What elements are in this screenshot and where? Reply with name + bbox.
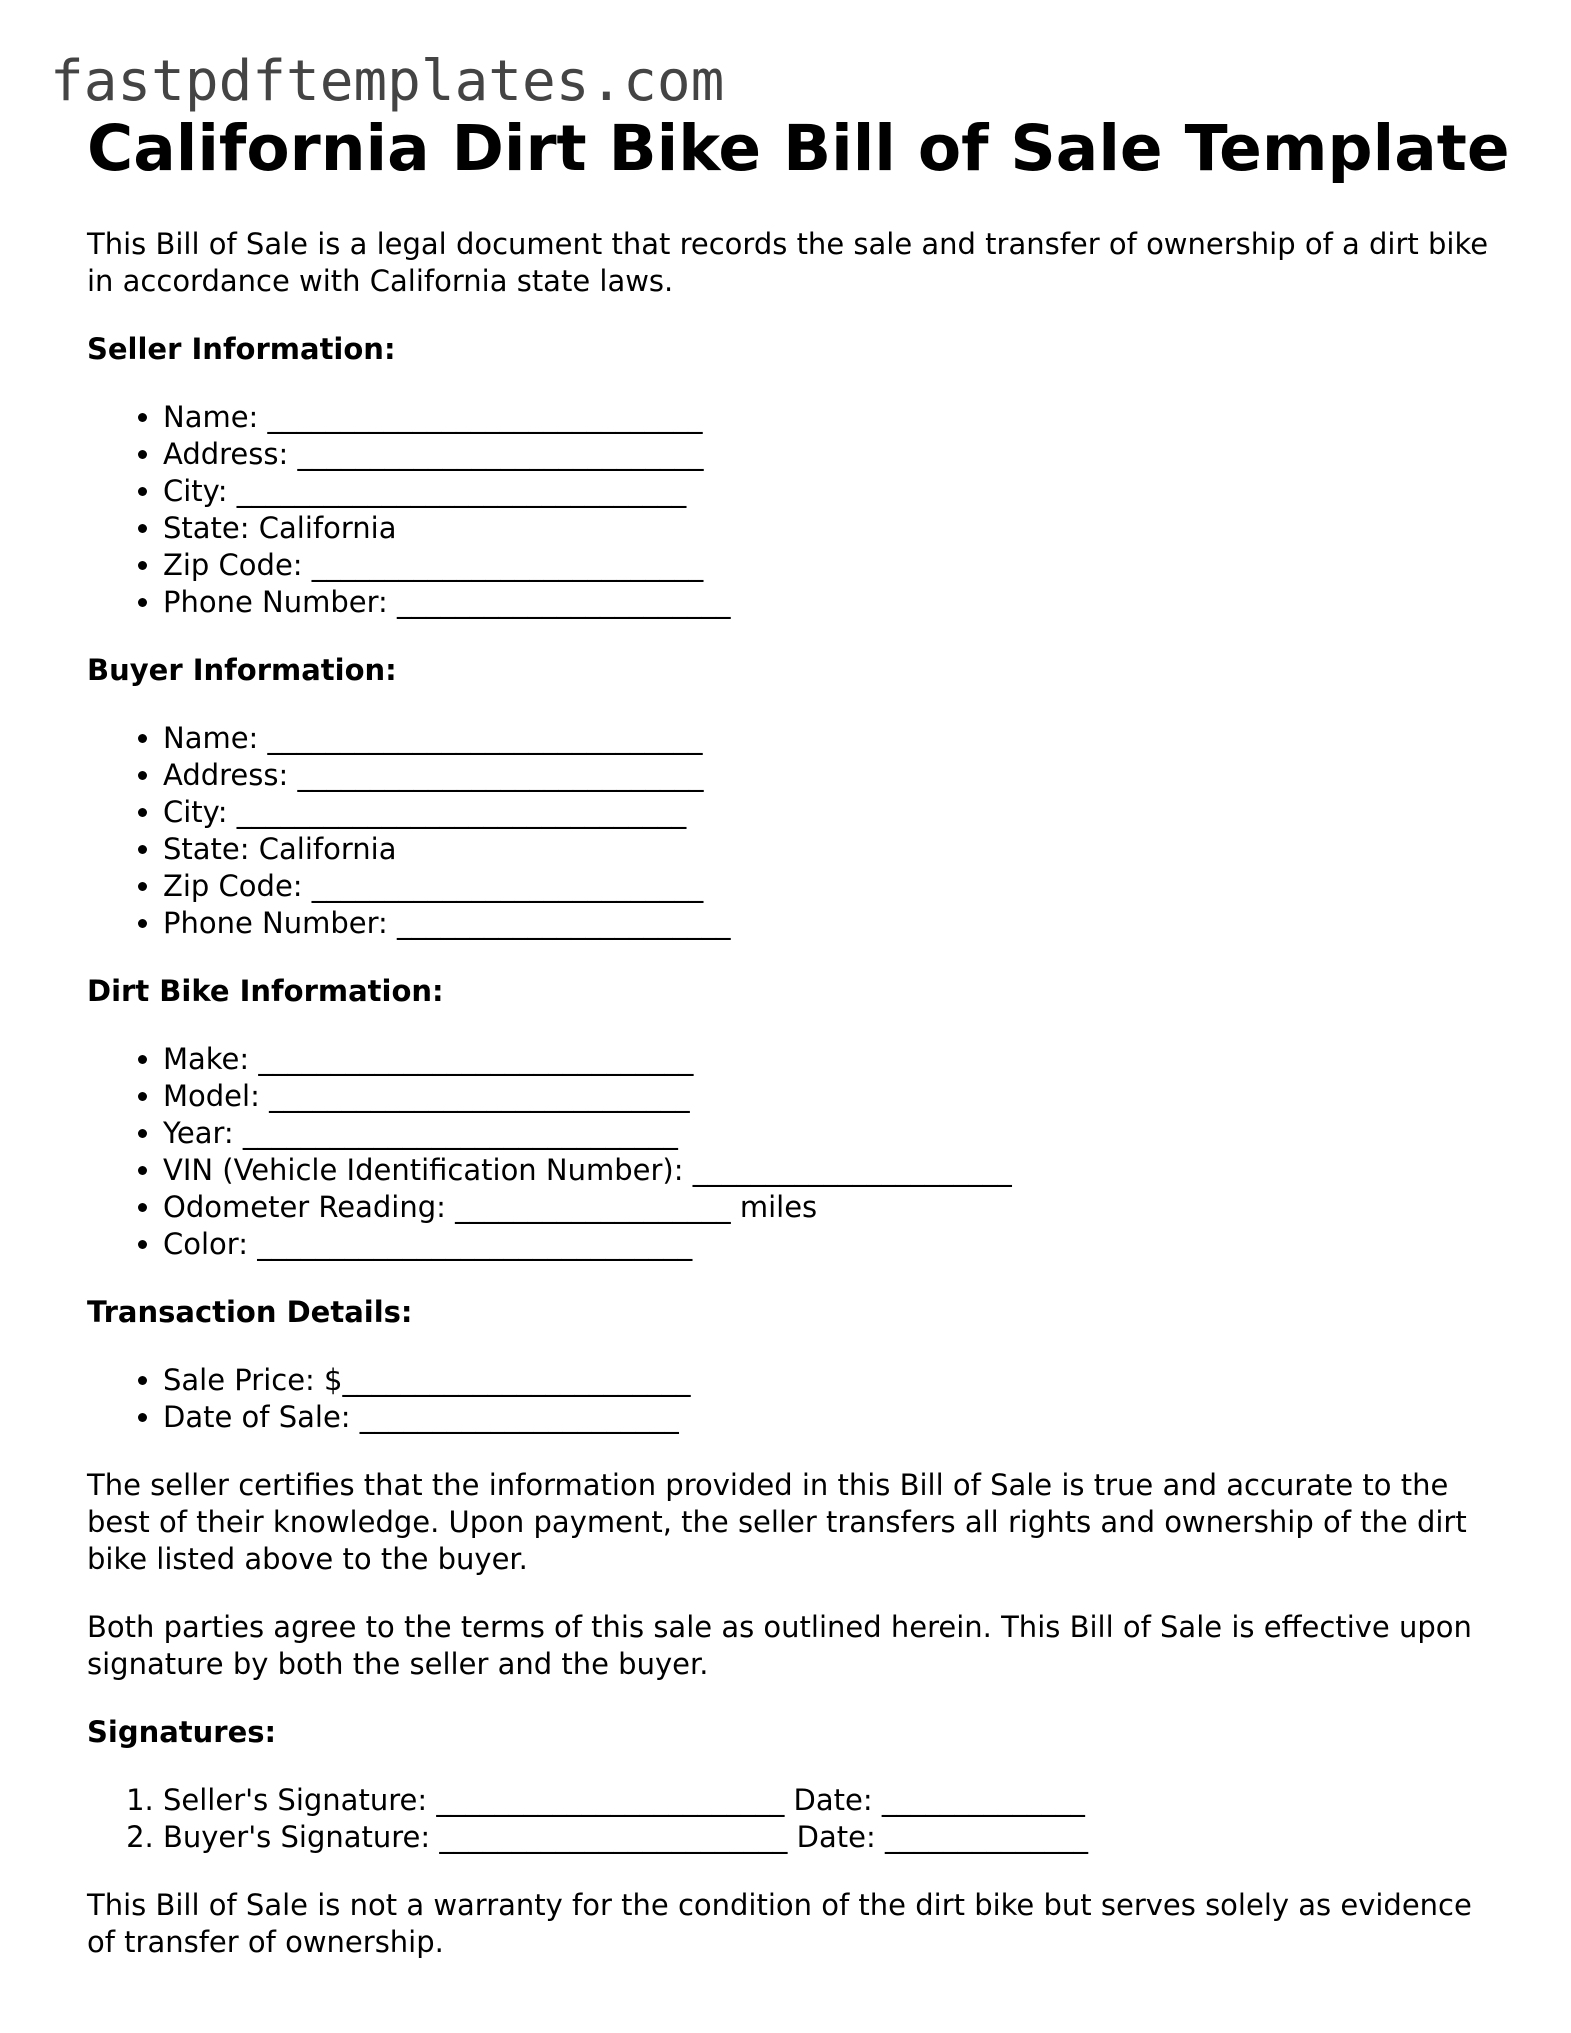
transaction-heading: Transaction Details: — [87, 1295, 413, 1329]
sale-date-blank[interactable]: ______________________ — [359, 1400, 679, 1434]
seller-signature-date-line[interactable]: ______________ — [881, 1783, 1085, 1817]
odometer-unit: miles — [739, 1190, 818, 1224]
document-body — [87, 112, 1510, 1992]
field-label: Model: — [163, 1079, 260, 1113]
field-label: Odometer Reading: — [163, 1190, 446, 1224]
buyer-address-field — [163, 757, 1497, 794]
seller-zip-field — [163, 547, 1497, 584]
bike-odometer-blank[interactable]: ___________________ — [455, 1190, 731, 1224]
field-label: City: — [163, 795, 228, 829]
bike-heading: Dirt Bike Information: — [87, 974, 444, 1008]
disclaimer-paragraph: This Bill of Sale is not a warranty for the condition of the dirt bike but serves solely as evidence of transfer of ownership. — [87, 1888, 1472, 1959]
buyer-address-blank[interactable]: ____________________________ — [297, 758, 704, 792]
bike-color-blank[interactable]: ______________________________ — [257, 1227, 693, 1261]
bike-odometer-field — [163, 1189, 1497, 1226]
bike-vin-field — [163, 1152, 1497, 1189]
field-label: State: — [163, 832, 250, 866]
seller-heading: Seller Information: — [87, 332, 396, 366]
field-label: Name: — [163, 400, 259, 434]
field-label: Address: — [163, 758, 289, 792]
buyer-signature-date-line[interactable]: ______________ — [884, 1820, 1088, 1854]
field-label: Address: — [163, 437, 289, 471]
seller-state-field — [163, 510, 1497, 547]
field-label: Name: — [163, 721, 259, 755]
watermark: fastpdftemplates.com — [50, 49, 725, 114]
bike-year-blank[interactable]: ______________________________ — [242, 1116, 678, 1150]
buyer-name-field — [163, 720, 1497, 757]
seller-city-field — [163, 473, 1497, 510]
bike-color-field — [163, 1226, 1497, 1263]
bike-make-field — [163, 1041, 1497, 1078]
transaction-fields — [87, 1362, 1497, 1436]
field-label: VIN (Vehicle Identification Number): — [163, 1153, 684, 1187]
field-label: State: — [163, 511, 250, 545]
page-title: California Dirt Bike Bill of Sale Template — [87, 112, 1510, 185]
buyer-state-value: California — [258, 832, 397, 866]
sale-date-field — [163, 1399, 1497, 1436]
bike-fields — [87, 1041, 1497, 1263]
seller-name-blank[interactable]: ______________________________ — [267, 400, 703, 434]
bike-model-field — [163, 1078, 1497, 1115]
field-label: Sale Price: $ — [163, 1363, 343, 1397]
field-label: Date: — [793, 1783, 873, 1817]
field-label: Buyer's Signature: — [163, 1820, 431, 1854]
seller-address-blank[interactable]: ____________________________ — [297, 437, 704, 471]
field-label: Zip Code: — [163, 869, 303, 903]
intro-paragraph: This Bill of Sale is a legal document that records the sale and transfer of ownership of a dirt bike in accordance with California state laws. — [87, 227, 1489, 298]
seller-phone-field — [163, 584, 1497, 621]
buyer-phone-blank[interactable]: _______________________ — [397, 906, 731, 940]
field-label: Make: — [163, 1042, 250, 1076]
buyer-city-blank[interactable]: _______________________________ — [236, 795, 687, 829]
field-label: Zip Code: — [163, 548, 303, 582]
field-label: Date: — [796, 1820, 876, 1854]
bike-model-blank[interactable]: _____________________________ — [269, 1079, 690, 1113]
buyer-zip-blank[interactable]: ___________________________ — [311, 869, 704, 903]
seller-name-field — [163, 399, 1497, 436]
buyer-name-blank[interactable]: ______________________________ — [267, 721, 703, 755]
bike-year-field — [163, 1115, 1497, 1152]
buyer-heading: Buyer Information: — [87, 653, 397, 687]
agreement-paragraph: Both parties agree to the terms of this sale as outlined herein. This Bill of Sale is effective upon signature by both the seller and the buyer. — [87, 1610, 1472, 1681]
bike-vin-blank[interactable]: ______________________ — [692, 1153, 1012, 1187]
buyer-city-field — [163, 794, 1497, 831]
seller-state-value: California — [258, 511, 397, 545]
field-label: Color: — [163, 1227, 248, 1261]
buyer-fields — [87, 720, 1497, 942]
seller-signature-line[interactable]: ________________________ — [436, 1783, 785, 1817]
signature-list — [87, 1782, 1497, 1856]
field-label: Date of Sale: — [163, 1400, 351, 1434]
buyer-signature-item — [163, 1819, 1497, 1856]
buyer-state-field — [163, 831, 1497, 868]
buyer-zip-field — [163, 868, 1497, 905]
seller-zip-blank[interactable]: ___________________________ — [311, 548, 704, 582]
sale-price-blank[interactable]: ________________________ — [342, 1363, 691, 1397]
bike-make-blank[interactable]: ______________________________ — [258, 1042, 694, 1076]
field-label: Phone Number: — [163, 585, 388, 619]
field-label: City: — [163, 474, 228, 508]
signatures-heading: Signatures: — [87, 1715, 277, 1749]
seller-signature-item — [163, 1782, 1497, 1819]
sale-price-field — [163, 1362, 1497, 1399]
buyer-phone-field — [163, 905, 1497, 942]
seller-address-field — [163, 436, 1497, 473]
field-label: Seller's Signature: — [163, 1783, 428, 1817]
field-label: Year: — [163, 1116, 234, 1150]
certification-paragraph: The seller certifies that the information provided in this Bill of Sale is true and accurate to the best of their knowledge. Upon payment, the seller transfers all rights and ownership of the dirt bike listed above to the buyer. — [87, 1468, 1467, 1576]
seller-fields — [87, 399, 1497, 621]
buyer-signature-line[interactable]: ________________________ — [439, 1820, 788, 1854]
field-label: Phone Number: — [163, 906, 388, 940]
seller-phone-blank[interactable]: _______________________ — [397, 585, 731, 619]
seller-city-blank[interactable]: _______________________________ — [236, 474, 687, 508]
